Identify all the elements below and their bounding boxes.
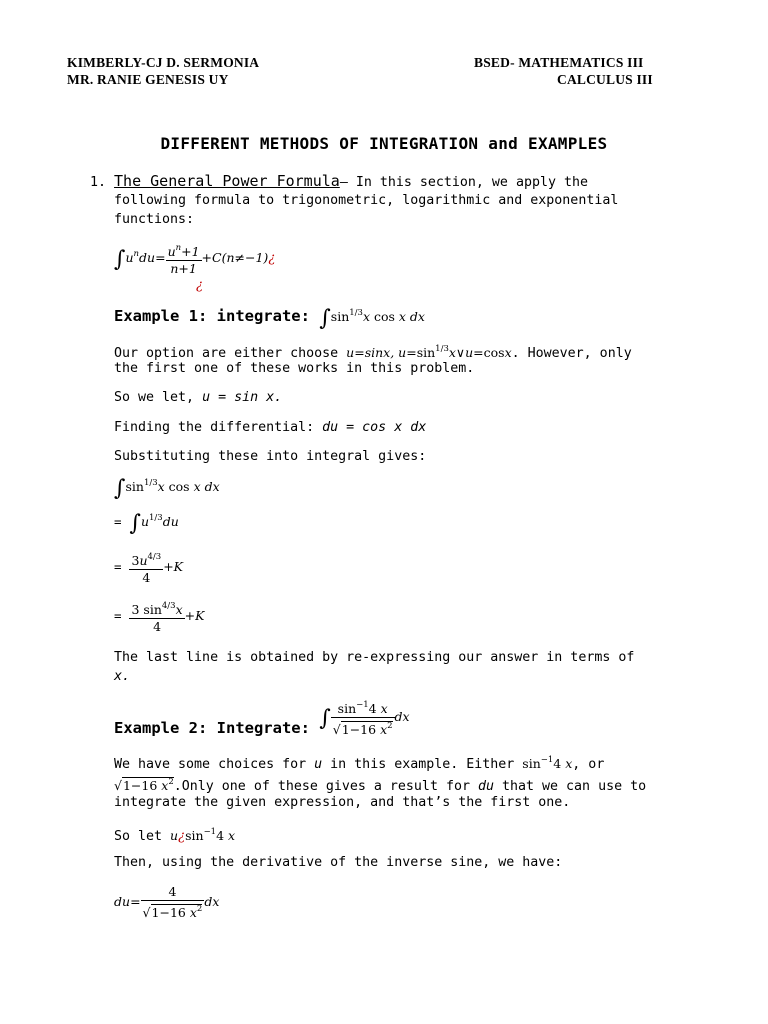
section-dash: – [339,175,348,190]
example-1-text-5: Substituting these into integral gives: [114,449,427,464]
example-1-step-4: = $\frac{3 \sin^{4/3}x}{4}$ +K [114,598,204,635]
course-name: BSED- MATHEMATICS III [474,55,644,70]
example-2-text-2: √1−16 $x^2.Only$ one of these gives a result for du that we can use to [114,777,647,794]
example-2-text-4: So let $u¿\sin^{-1}4$ x [114,827,236,844]
example-2-text-3: integrate the given expression, and that’s the first one. [114,795,571,810]
general-power-formula: $\int u^ndu=$ $\frac{u^n+1}{n+1}$ +C(n≠−1)¿ [114,240,275,277]
section-1-line-3: functions: [114,212,195,227]
example-2-text-1: We have some choices for u in this example. Either $\sin^{-1}4$ x, or [114,755,605,772]
section-1-line-1 [90,172,588,192]
stray-mark: ¿ [196,278,203,293]
instructor-name: MR. RANIE GENESIS UY [67,72,229,87]
example-1-text-4: Finding the differential: du = cos x dx [114,420,427,435]
subject-name: CALCULUS III [557,72,653,87]
example-2-integral: ∫ $\frac{\sin^{-1}4 x}{√1-16 x^2}$ dx [319,709,409,724]
section-1-line-2: following formula to trigonometric, logarithmic and exponential [114,193,619,208]
example-1-text-7: x. [114,669,131,684]
formula-fraction: $\frac{u^n+1}{n+1}$ [166,240,202,277]
example-1-heading [114,306,425,331]
section-number: 1. [90,175,107,190]
page-title: DIFFERENT METHODS OF INTEGRATION and EXAMPLES [160,134,608,153]
example-1-text-1: Our option are either choose u=sinx, $u=\sin^{1/3}x\vee u=\cos x$. However, only [114,344,632,361]
example-1-text-2: the first one of these works in this problem. [114,361,475,376]
example-1-text-3: So we let, u = sin x. [114,390,283,405]
example-1-step-3: = $\frac{3u^{4/3}}{4}$ +K [114,549,183,586]
author-name: KIMBERLY-CJ D. SERMONIA [67,55,260,70]
example-1-heading-label: Example 1: integrate: [114,307,310,325]
example-2-text-5: Then, using the derivative of the inverse sine, we have: [114,855,563,870]
section-heading: The General Power Formula [114,172,340,190]
example-2-heading [114,697,410,738]
example-1-integral: $\int\sin^{1/3}x$ cos x dx [319,306,425,331]
example-2-heading-label: Example 2: Integrate: [114,719,310,737]
example-2-derivative: du= $\frac{4}{√1-16 x^2}$ dx [114,884,220,920]
section-intro: In this section, we apply the [347,175,588,190]
example-1-step-2: = $\int u^{1/3}du$ [114,511,179,536]
example-1-step-1: $\int\sin^{1/3}x$ cos x dx [114,476,220,501]
example-1-text-6: The last line is obtained by re-expressing our answer in terms of [114,650,635,665]
formula-condition: (n≠−1) [221,250,269,265]
